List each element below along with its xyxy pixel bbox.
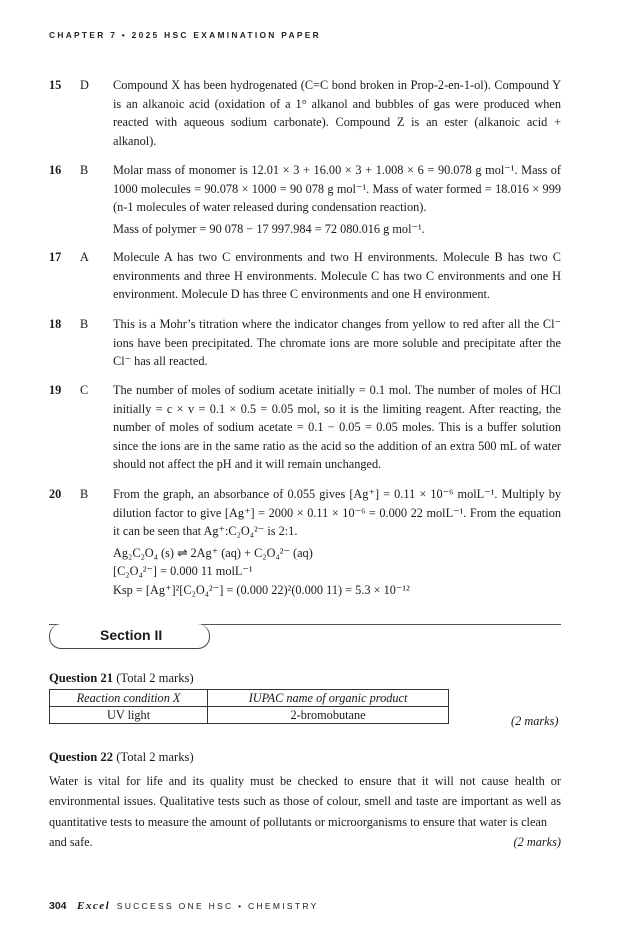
question-number: 16	[49, 163, 62, 177]
question-total: (Total 2 marks)	[116, 671, 194, 685]
answer-explanation: From the graph, an absorbance of 0.055 gives [Ag⁺] = 0.11 × 10⁻⁶ molL⁻¹. Multiply by dilution factor to give [Ag⁺] = 2000 × 0.11 × 10⁻⁶ = 0.000 22 molL⁻¹. From the equation it can be seen that Ag⁺:C₂O₄²⁻ is 2:1.	[113, 487, 561, 539]
question-22-body	[49, 771, 561, 853]
table-cell: UV light	[50, 707, 208, 724]
running-header: CHAPTER 7 • 2025 HSC EXAMINATION PAPER	[49, 30, 321, 40]
question-text: Water is vital for life and its quality must be checked to ensure that it will not cause health or environmental issues. Qualitative tests such as those of colour, smell and taste are important as well as quantitative tests to measure the amount of pollutants or microorganisms to ensure that water is clean	[49, 774, 561, 829]
equilibrium-equation: Ag₂C₂O₄ (s) ⇌ 2Ag⁺ (aq) + C₂O₄²⁻ (aq)	[113, 545, 313, 560]
table-header-cell: IUPAC name of organic product	[208, 690, 449, 707]
section-title: Section II	[100, 627, 163, 643]
ksp-calculation: Ksp = [Ag⁺]²[C₂O₄²⁻] = (0.000 22)²(0.000 11) = 5.3 × 10⁻¹²	[113, 582, 410, 597]
question-21-marks: (2 marks)	[511, 714, 559, 728]
table-header-cell: Reaction condition X	[50, 690, 208, 707]
answer-letter: A	[80, 250, 89, 264]
answer-letter: D	[80, 78, 89, 92]
question-22-last-line	[49, 832, 561, 852]
answer-explanation: This is a Mohr’s titration where the indicator changes from yellow to red after all the Cl⁻ ions have been precipitated. The chromate ions are more soluble and precipitate after the Cl⁻ has all reacted.	[113, 317, 561, 369]
question-22-marks: (2 marks)	[513, 835, 561, 850]
brand-logo: Excel	[77, 900, 111, 912]
answer-explanation: Compound X has been hydrogenated (C=C bond broken in Prop-2-en-1-ol). Compound Y is an alkanoic acid (oxidation of a 1° alkanol and bubbles of gas were produced when reacted with aqueous sodium carbonate). Compound Z is an ester (alkanoic acid + alkanol).	[113, 78, 561, 148]
answer-letter: C	[80, 383, 89, 397]
answer-18	[49, 315, 561, 371]
answer-explanation: Molecule A has two C environments and two H environments. Molecule B has two C environments and three H environments. Molecule C has two C environments and one H environment. Molecule D has three C environments and one H environment.	[113, 250, 561, 302]
question-label: Question 21	[49, 671, 114, 685]
table-cell: 2-bromobutane	[208, 707, 449, 724]
question-22-heading	[49, 750, 194, 765]
table-header-row	[50, 690, 449, 707]
question-label: Question 22	[49, 750, 114, 764]
page-footer	[49, 900, 319, 912]
question-number: 15	[49, 78, 62, 92]
question-21-table	[49, 689, 449, 724]
question-21-heading	[49, 671, 194, 686]
question-number: 17	[49, 250, 62, 264]
answer-15	[49, 76, 561, 150]
answer-explanation: The number of moles of sodium acetate initially = 0.1 mol. The number of moles of HCl initially = c × v = 0.1 × 0.5 = 0.05 mol, so it is the limiting reagent. After reacting, the number of moles of sodium acetate = 0.1 − 0.05 = 0.05 moles. This is a buffer solution since the ions are in the same ratio as the acid so the addition of an extra 500 mL of water should not affect the pH and it will remain unchanged.	[113, 383, 561, 472]
question-number: 20	[49, 487, 62, 501]
answer-16	[49, 161, 561, 238]
page-number: 304	[49, 900, 67, 912]
answer-20	[49, 485, 561, 600]
question-total: (Total 2 marks)	[116, 750, 194, 764]
table-row	[50, 707, 449, 724]
question-text-end: and safe.	[49, 835, 93, 850]
answer-17	[49, 248, 561, 304]
answer-explanation: Molar mass of monomer is 12.01 × 3 + 16.00 × 3 + 1.008 × 6 = 90.078 g mol⁻¹. Mass of 1000 molecules = 90.078 × 1000 = 90 078 g mol⁻¹. Mass of water formed = 18.016 × 999 (n-1 molecules of water released during condensation reaction).	[113, 163, 561, 215]
answer-19	[49, 381, 561, 474]
answer-letter: B	[80, 163, 89, 177]
answer-letter: B	[80, 317, 89, 331]
book-title: SUCCESS ONE HSC • CHEMISTRY	[116, 901, 319, 911]
question-number: 18	[49, 317, 62, 331]
answer-explanation-2: Mass of polymer = 90 078 − 17 997.984 = 72 080.016 g mol⁻¹.	[113, 221, 425, 236]
answer-letter: B	[80, 487, 89, 501]
oxalate-concentration: [C₂O₄²⁻] = 0.000 11 molL⁻¹	[113, 564, 253, 579]
question-number: 19	[49, 383, 62, 397]
